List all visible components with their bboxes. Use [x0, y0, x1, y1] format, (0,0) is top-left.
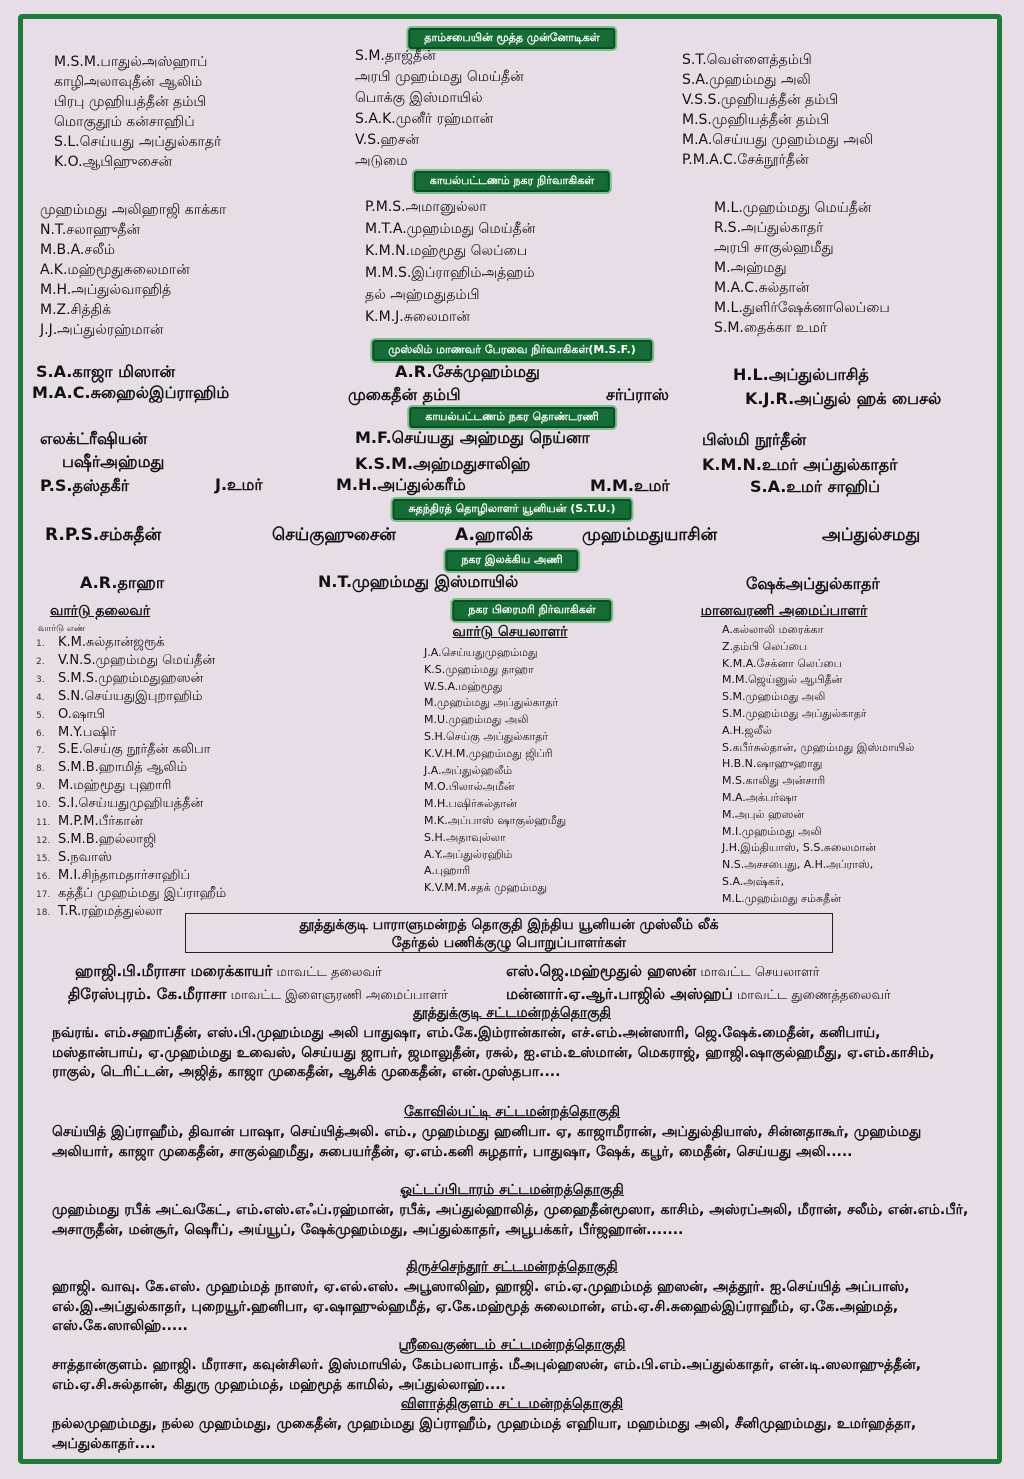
- msf-name: சர்ப்ராஸ்: [606, 385, 669, 404]
- ward-president-name: T.R.ரஹ்மத்துல்லா: [58, 903, 163, 919]
- admin-name: K.M.N.மஹ்மூது லெப்பை: [365, 243, 528, 259]
- volunteer-name: K.S.M.அஹ்மதுசாலிஹ்: [355, 454, 531, 473]
- official-1: [75, 962, 382, 982]
- volunteer-name: பிஸ்மி நூர்தீன்: [702, 430, 807, 449]
- student-wing-name: J.H.இம்தியாஸ், S.S.சுலைமான்: [722, 841, 876, 855]
- seniors-name: S.L.செய்யது அப்துல்காதர்: [54, 134, 222, 150]
- stu-name: R.P.S.சம்சுதீன்: [45, 525, 162, 545]
- volunteer-name: P.S.தஸ்தகீர்: [40, 476, 130, 495]
- ward-number: 9.: [36, 782, 45, 793]
- seniors-name: S.A.K.முனீர் ரஹ்மான்: [355, 111, 494, 127]
- admin-name: N.T.சலாஹுதீன்: [40, 222, 141, 238]
- student-wing-name: M.S.காலிது அன்சாரி: [722, 774, 826, 788]
- ward-president-name: S.I.செய்யதுமுஹியத்தீன்: [58, 796, 204, 812]
- admin-name: M.அஹ்மது: [714, 260, 787, 276]
- volunteer-name: K.M.N.உமர் அப்துல்காதர்: [702, 455, 898, 474]
- seniors-name: S.A.முஹம்மது அலி: [682, 72, 811, 88]
- seniors-name: K.O.ஆபிஹுசைன்: [54, 154, 173, 170]
- admin-name: M.H.அப்துல்வாஹித்: [40, 282, 172, 298]
- stu-name: செய்குஹுசைன்: [272, 525, 396, 545]
- official-3: [68, 985, 448, 1005]
- student-wing-name: M.அபுல் ஹஸன்: [722, 807, 804, 821]
- seniors-name: P.M.A.C.சேக்நூர்தீன்: [682, 152, 809, 168]
- volunteer-name: S.A.உமர் சாஹிப்: [750, 477, 881, 496]
- ward-secretary-name: S.H.அதாவுல்லா: [424, 830, 506, 844]
- ward-number-label: வார்டு எண்: [38, 624, 86, 634]
- admin-name: M.L.முஹம்மது மெய்தீன்: [714, 200, 872, 216]
- ward-secretary-name: M.முஹம்மது அப்துல்காதர்: [424, 696, 559, 710]
- seniors-name: அடுமை: [355, 153, 408, 169]
- seniors-name: S.M.தாஜ்தீன்: [355, 48, 436, 64]
- admin-name: A.K.மஹ்மூதுசுலைமான்: [40, 262, 190, 278]
- official-name: எஸ்.ஜெ.மஹ்மூதுல் ஹஸன்: [506, 962, 697, 980]
- ward-president-name: V.N.S.முஹம்மது மெய்தீன்: [58, 652, 216, 668]
- admins-col-3: [714, 198, 890, 338]
- seniors-name: காழிஅலாவுதீன் ஆலிம்: [54, 74, 203, 90]
- ward-secretary-name: M.U.முஹம்மது அலி: [424, 713, 529, 727]
- official-4: [506, 985, 891, 1005]
- ward-president-name: O.ஷாபி: [58, 706, 106, 722]
- ward-president-name: S.M.B.ஹாமித் ஆலிம்: [58, 760, 188, 776]
- msf-name: M.A.C.சுஹைல்இப்ராஹிம்: [32, 383, 230, 402]
- official-role: மாவட்ட துணைத்தலைவர்: [736, 988, 891, 1003]
- box-line-1: தூத்துக்குடி பாராளுமன்றத் தொகுதி இந்திய யூனியன் முஸ்லீம் லீக்: [299, 917, 719, 933]
- msf-name: K.J.R.அப்துல் ஹக் பைசல்: [745, 389, 942, 408]
- admin-name: J.J.அப்துல்ரஹ்மான்: [40, 322, 164, 338]
- ward-number: 15.: [36, 853, 51, 864]
- official-role: மாவட்ட தலைவர்: [276, 965, 382, 980]
- admin-name: K.M.J.சுலைமான்: [365, 309, 470, 325]
- constituency-title: ஸ்ரீவைகுண்டம் சட்டமன்றத்தொகுதி: [398, 1337, 626, 1353]
- student-wing-list: [722, 622, 914, 908]
- literary-name: N.T.முஹம்மது இஸ்மாயில்: [318, 572, 519, 591]
- seniors-name: அரபி முஹம்மது மெய்தீன்: [355, 69, 524, 85]
- ward-president-name: S.M.S.முஹம்மதுஹஸன்: [58, 670, 204, 686]
- constituency-title: விளாத்திகுளம் சட்டமன்றத்தொகுதி: [400, 1396, 624, 1412]
- constituency-members: ஹாஜி. வாவு. கே.எஸ். முஹம்மத் நாஸர், ஏ.எல்.எஸ். அபூஸாலிஹ், ஹாஜி. எம்.ஏ.முஹம்மத் ஹஸன், அத்தூர். ஐ.செய்யித் அப்பாஸ், எல்.இ.அப்துல்காதர், புறையூர்.ஹனிபா, ஏ.ஷாஹுல்ஹமீத், ஏ.கே.மஹ்மூத் சுலைமான், எம்.ஏ.சி.சுஹைல்இப்ராஹீம், ஏ.கே.அஹ்மத், எஸ்.கே.ஸாலிஹ்.....: [52, 1279, 910, 1334]
- ward-president-name: S.M.B.ஹல்லாஜி: [58, 831, 157, 847]
- student-wing-name: K.M.A.சேக்னா லெப்பை: [722, 656, 842, 670]
- admin-name: M.B.A.சலீம்: [40, 242, 116, 258]
- constituency-members: நல்லமுஹம்மது, நல்ல முஹம்மது, முகைதீன், முஹம்மது இப்ராஹீம், முஹம்மத் எஹியா, மஹம்மது அலி, சீனிமுஹம்மது, உமர்ஹத்தா, அப்துல்காதர்....: [52, 1416, 917, 1452]
- ward-number: 12.: [36, 835, 51, 846]
- student-wing-name: A.H.ஜலீல்: [722, 723, 772, 737]
- ward-secretary-name: K.V.M.M.சதக் முஹம்மது: [424, 881, 548, 895]
- seniors-col-2: [355, 46, 524, 172]
- msf-name: முகைதீன் தம்பி: [348, 385, 461, 404]
- official-name: திரேஸ்புரம். கே.மீராசா: [68, 985, 227, 1003]
- ward-president-name: M.Y.பஷிர்: [58, 724, 117, 740]
- ward-secretary-name: S.H.செய்கு அப்துல்காதர்: [424, 729, 549, 743]
- seniors-col-3: [682, 50, 873, 170]
- admin-name: தல் அஹ்மதுதம்பி: [365, 287, 480, 303]
- admin-name: R.S.அப்துல்காதர்: [714, 220, 824, 236]
- admin-name: S.M.தைக்கா உமர்: [714, 320, 828, 336]
- admin-name: M.A.C.சுல்தான்: [714, 280, 810, 296]
- banner-city-administrators: காயல்பட்டணம் நகர நிர்வாகிகள்: [414, 171, 610, 192]
- admin-name: M.T.A.முஹம்மது மெய்தீன்: [365, 221, 536, 237]
- ward-number: 5.: [36, 710, 45, 721]
- official-2: [506, 962, 819, 982]
- official-name: மன்னார்.ஏ.ஆர்.பாஜில் அஸ்ஹப்: [506, 985, 733, 1003]
- ward-number: 16.: [36, 871, 51, 882]
- admin-name: M.L.துளிர்ஷேக்னாலெப்பை: [714, 300, 890, 316]
- student-wing-name: S.M.முஹம்மது அலி: [722, 690, 826, 704]
- banner-msf: முஸ்லிம் மாணவர் பேரவை நிர்வாகிகள்(M.S.F.): [372, 340, 652, 361]
- ward-number: 10.: [36, 800, 51, 811]
- literary-name: ஷேக்அப்துல்காதர்: [746, 574, 880, 593]
- banner-senior-pioneers: தாம்சபையின் மூத்த முன்னோடிகள்: [408, 28, 615, 49]
- ward-president-name: M.மஹ்மூது புஹாரி: [58, 778, 172, 794]
- ward-president-list: [36, 635, 226, 922]
- stu-name: அப்துல்சமது: [822, 525, 921, 545]
- constituency-members: சாத்தான்குளம். ஹாஜி. மீராசா, கவுன்சிலர். இஸ்மாயில், கேம்பலாபாத். மீஅபுல்ஹஸன், எம்.பி.எம்.அப்துல்காதர், என்.டி.ஸலாஹுத்தீன், எம்.ஏ.சி.சுல்தான், கிதுரு முஹம்மத், மஹ்மூத் காமில், அப்துல்லாஹ்....: [52, 1357, 922, 1393]
- student-wing-name: M.M.ஜெய்னுல் ஆபிதீன்: [722, 673, 843, 687]
- constituency-title: தூத்துக்குடி சட்டமன்றத்தொகுதி: [412, 1005, 612, 1021]
- seniors-col-1: [54, 52, 221, 172]
- ward-president-name: M.P.M.பீர்கான்: [58, 814, 143, 830]
- ward-secretary-name: W.S.A.மஹ்மூது: [424, 679, 503, 693]
- seniors-name: M.A.செய்யது முஹம்மது அலி: [682, 132, 874, 148]
- ward-president-name: K.M.சுல்தான்ஜரூக்: [58, 635, 165, 650]
- admin-name: P.M.S.அமானுல்லா: [365, 199, 487, 215]
- msf-name: A.R.சேக்முஹம்மது: [395, 362, 540, 381]
- election-committee-box: [185, 913, 833, 953]
- ward-secretary-name: J.A.செய்யதுமுஹம்மது: [424, 646, 538, 659]
- ward-secretary-name: A.Y.அப்துல்ரஹிம்: [424, 847, 513, 861]
- ward-president-name: கத்தீப் முஹம்மது இப்ராஹீம்: [58, 885, 227, 901]
- ward-number: 18.: [36, 907, 51, 918]
- student-wing-name: N.S.அசசபைது, A.H.அப்ராஸ்,: [722, 858, 874, 872]
- ward-number: 17.: [36, 889, 51, 900]
- constituency-title: திருச்செந்தூர் சட்டமன்றத்தொகுதி: [406, 1259, 618, 1275]
- ward-secretary-name: K.S.முஹம்மது தாஹா: [424, 662, 534, 676]
- constituency-title: ஓட்டப்பிடாரம் சட்டமன்றத்தொகுதி: [400, 1182, 624, 1198]
- ward-secretary-name: A.புஹாரி: [424, 864, 471, 878]
- seniors-name: பொக்கு இஸ்மாயில்: [355, 90, 483, 106]
- ward-secretary-name: K.V.H.M.முஹம்மது ஜிப்ரி: [424, 746, 553, 760]
- seniors-name: பிரபு முஹியத்தீன் தம்பி: [54, 94, 207, 110]
- ward-number: 4.: [36, 692, 45, 703]
- ward-secretary-name: M.O.பிலால்அமீன்: [424, 780, 515, 794]
- volunteer-name: பஷீர்அஹ்மது: [62, 452, 165, 471]
- volunteer-name: M.M.உமர்: [590, 476, 670, 495]
- admins-col-1: [40, 200, 226, 340]
- volunteer-name: M.H.அப்துல்கரீம்: [336, 475, 466, 494]
- student-wing-name: M.A.அக்பர்ஷா: [722, 790, 798, 804]
- seniors-name: V.S.S.முஹியத்தீன் தம்பி: [682, 92, 839, 108]
- ward-number: 2.: [36, 656, 45, 667]
- banner-volunteers: காயல்பட்டணம் நகர தொண்டரணி: [409, 407, 615, 428]
- banner-stu: சுதந்திரத் தொழிலாளர் யூனியன் (S.T.U.): [392, 499, 631, 520]
- student-wing-name: S.A.அஷ்கர்,: [722, 874, 785, 888]
- student-wing-name: S.M.முஹம்மது அப்துல்காதர்: [722, 706, 867, 720]
- seniors-name: மொகுதூம் கன்சாஹிப்: [54, 114, 195, 130]
- constituency-members: நவ்ரங். எம்.சஹாப்தீன், எஸ்.பி.முஹம்மது அலி பாதுஷா, எம்.கே.இம்ரான்கான், எச்.எம்.அன்ஸாரி, ஜெ.ஷேக்.மைதீன், கனிபாய், மஸ்தான்பாய், ஏ.முஹம்மது உவைஸ், செய்யது ஜாபர், ஜமாலுதீன், ரசுல், ஐ.எம்.உஸ்மான், மெகராஜ், ஹாஜி.ஷாகுல்ஹமீது, ஏ.எம்.காசிம், ராகுல், டெரிட்டன், அஜித், காஜா முகைதீன், ஆசிக் முகைதீன், என்.முஸ்தபா....: [52, 1025, 935, 1080]
- volunteer-name: M.F.செய்யது அஹ்மது நெய்னா: [355, 428, 590, 447]
- student-wing-name: S.கபீர்சுல்தான், முஹம்மது இஸ்மாயில்: [722, 740, 915, 754]
- admin-name: M.M.S.இப்ராஹிம்அத்ஹம்: [365, 265, 535, 281]
- ward-secretary-name: J.A.அப்துல்ஹலீம்: [424, 763, 513, 777]
- student-wing-name: M.L.முஹம்மது சம்சுதீன்: [722, 891, 841, 905]
- msf-name: S.A.காஜா மிஸான்: [36, 362, 176, 381]
- ward-secretary-heading: வார்டு செயலாளர்: [452, 624, 568, 640]
- constituency-members: முஹம்மது ரபீக் அட்வகேட், எம்.எஸ்.எஃப்.ரஹ்மான், ரபீக், அப்துல்ஹாலித், முஹைதீன்மூஸா, காசிம், அஸ்ரப்அலி, மீரான், சலீம், என்.எம்.பீர், அசாருதீன், மன்சூர், ஷெரீப், அய்யூப், ஷேக்முஹம்மது, அப்துல்காதர், அபூபக்கர், பீர்ஜஹான்.......: [52, 1202, 969, 1238]
- constituency-members: செய்யித் இப்ராஹீம், திவான் பாஷா, செய்யித்அலி. எம்., முஹம்மது ஹனிபா. ஏ, காஜாமீரான், அப்துல்தியாஸ், சின்னதாகூர், முஹம்மது அலியார், காஜா முகைதீன், சாகுல்ஹமீது, சுபையர்தீன், ஏ.எம்.கனி சுழதார், பாதுஷா, ஷேக், கபூர், மைதீன், செய்யது அலி.....: [52, 1124, 922, 1160]
- box-line-2: தேர்தல் பணிக்குழு பொறுப்பாளர்கள்: [391, 935, 627, 951]
- admin-name: முஹம்மது அலிஹாஜி காக்கா: [40, 202, 227, 218]
- seniors-name: M.S.M.பாதுல்அஸ்ஹாப்: [54, 54, 208, 70]
- official-role: மாவட்ட இளைஞரணி அமைப்பாளர்: [230, 988, 448, 1003]
- student-wing-heading: மானவரணி அமைப்பாளர்: [700, 603, 868, 619]
- stu-name: A.ஹாலிக்: [455, 525, 533, 545]
- ward-president-name: S.N.செய்யதுஇபுறாஹிம்: [58, 688, 203, 704]
- ward-number: 7.: [36, 746, 45, 757]
- ward-secretary-list: [424, 645, 566, 897]
- volunteer-name: எலக்ட்ரீஷியன்: [40, 429, 148, 448]
- ward-secretary-name: M.K.அப்பாஸ் ஷாகுல்ஹமீது: [424, 813, 567, 827]
- stu-name: முஹம்மதுயாசின்: [582, 525, 718, 545]
- ward-number: 11.: [36, 818, 51, 829]
- ward-number: 1.: [36, 639, 45, 649]
- ward-president-name: M.I.சிந்தாமதார்சாஹிப்: [58, 867, 191, 883]
- student-wing-name: H.B.N.ஷாஹுஹாது: [722, 757, 823, 771]
- constituency-title: கோவில்பட்டி சட்டமன்றத்தொகுதி: [403, 1104, 621, 1120]
- ward-number: 6.: [36, 728, 45, 739]
- literary-name: A.R.தாஹா: [80, 573, 165, 592]
- ward-secretary-name: M.H.பஷிர்சுல்தான்: [424, 797, 517, 811]
- student-wing-name: M.I.முஹம்மது அலி: [722, 824, 822, 838]
- seniors-name: V.S.ஹசன்: [355, 132, 420, 148]
- banner-literary-wing: நகர இலக்கிய அணி: [445, 550, 578, 571]
- ward-president-name: S.E.செய்கு நூர்தீன் கலிபா: [58, 742, 211, 758]
- admin-name: அரபி சாகுல்ஹமீது: [714, 240, 834, 256]
- admin-name: M.Z.சித்திக்: [40, 302, 112, 318]
- ward-president-heading: வார்டு தலைவர்: [49, 603, 151, 619]
- banner-primary-admins: நகர பிரைமரி நிர்வாகிகள்: [452, 600, 611, 621]
- student-wing-name: A.கல்லாலி மரைக்கா: [722, 623, 824, 636]
- ward-number: 3.: [36, 674, 45, 685]
- official-role: மாவட்ட செயலாளர்: [700, 965, 820, 980]
- student-wing-name: Z.தம்பி லெப்பை: [722, 639, 808, 653]
- seniors-name: M.S.முஹியத்தீன் தம்பி: [682, 112, 830, 128]
- admins-col-2: [365, 196, 535, 328]
- seniors-name: S.T.வெள்ளைத்தம்பி: [682, 52, 812, 68]
- ward-number: 8.: [36, 764, 45, 775]
- volunteer-name: J.உமர்: [215, 475, 263, 494]
- official-name: ஹாஜி.பி.மீராசா மரைக்காயர்: [75, 962, 273, 980]
- msf-name: H.L.அப்துல்பாசித்: [733, 365, 869, 384]
- ward-president-name: S.நவாஸ்: [58, 849, 112, 865]
